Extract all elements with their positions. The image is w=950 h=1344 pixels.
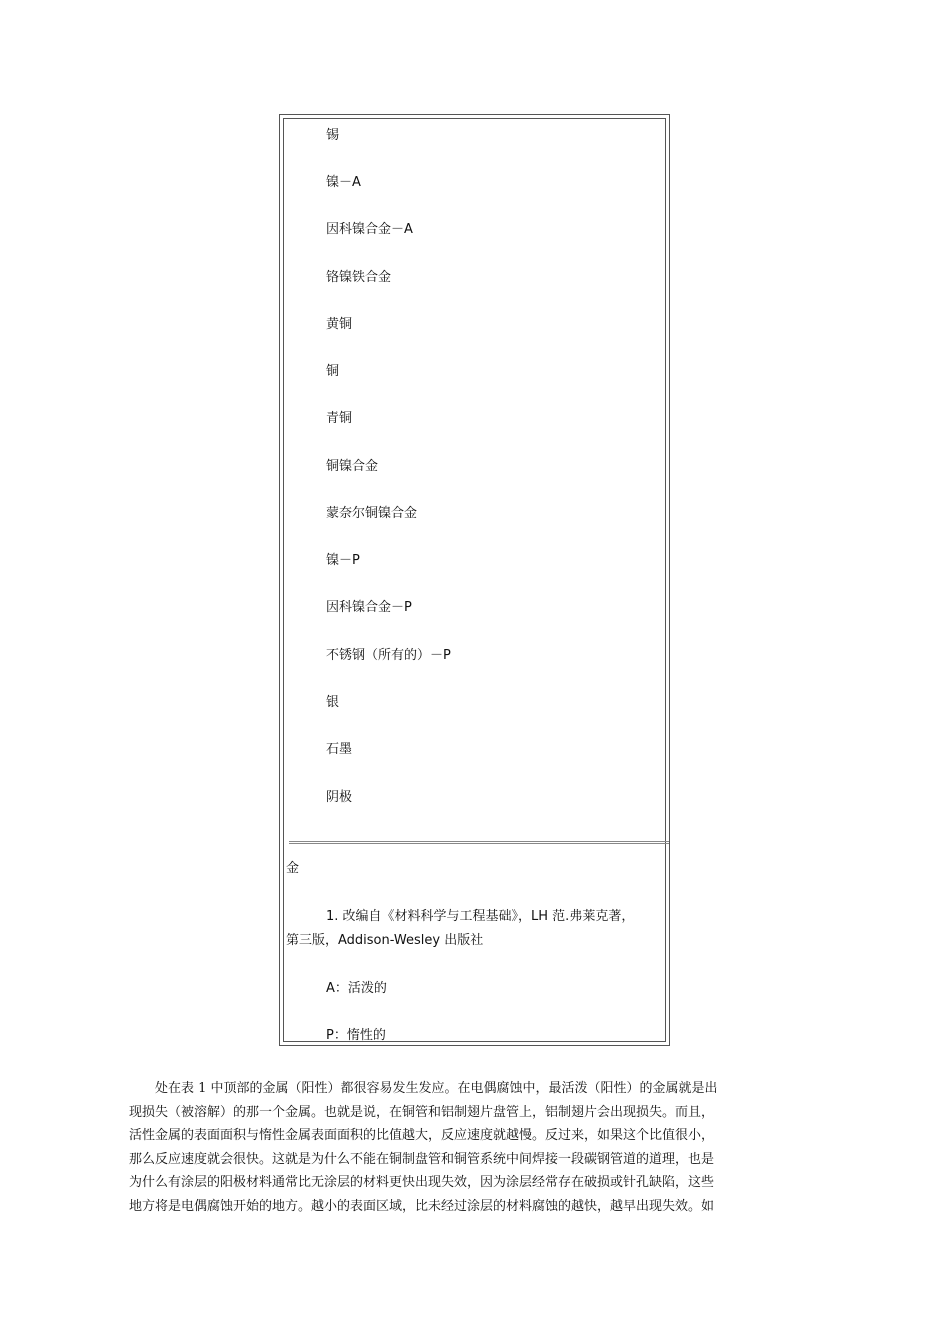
footnote-active: A：活泼的 [326, 981, 387, 996]
metal-item: 镍－A [326, 175, 361, 190]
body-paragraph [129, 1077, 800, 1219]
metal-item: 铜 [326, 364, 340, 379]
metal-item: 因科镍合金－A [326, 222, 413, 237]
metal-item: 阴极 [326, 790, 353, 805]
metal-item: 锡 [326, 128, 340, 143]
paragraph-line: 为什么有涂层的阳极材料通常比无涂层的材料更快出现失效，因为涂层经常存在破损或针孔缺陷，这些 [129, 1175, 715, 1191]
metal-item-gold: 金 [286, 861, 300, 876]
table-inner-border [283, 118, 666, 1042]
footnote-source-line2: 第三版，Addison-Wesley 出版社 [286, 933, 484, 948]
metal-item: 镍－P [326, 553, 360, 568]
paragraph-line: 地方将是电偶腐蚀开始的地方。越小的表面区域，比未经过涂层的材料腐蚀的越快，越早出现失效。如 [129, 1198, 715, 1214]
metal-item: 因科镍合金－P [326, 600, 412, 615]
metal-item: 黄铜 [326, 317, 353, 332]
paragraph-line: 处在表 1 中顶部的金属（阳性）都很容易发生发应。在电偶腐蚀中，最活泼（阳性）的金属就是出 [155, 1081, 718, 1096]
paragraph-line: 那么反应速度就会很快。这就是为什么不能在铜制盘管和铜管系统中间焊接一段碳钢管道的道理，也是 [129, 1151, 715, 1167]
paragraph-line: 活性金属的表面面积与惰性金属表面面积的比值越大，反应速度就越慢。反过来，如果这个比值很小， [129, 1128, 715, 1144]
metal-item: 银 [326, 695, 340, 710]
metal-item: 青铜 [326, 411, 353, 426]
footnote-passive: P：惰性的 [326, 1028, 386, 1043]
metal-item: 铬镍铁合金 [326, 270, 392, 285]
galvanic-series-table [279, 114, 670, 1046]
table-divider [289, 841, 669, 844]
footnote-source-line1: 1. 改编自《材料科学与工程基础》，LH 范.弗莱克著， [326, 909, 635, 924]
metal-item: 蒙奈尔铜镍合金 [326, 506, 418, 521]
metal-item: 铜镍合金 [326, 459, 379, 474]
metal-item: 不锈钢（所有的）－P [326, 648, 451, 663]
metal-item: 石墨 [326, 742, 353, 757]
paragraph-line: 现损失（被溶解）的那一个金属。也就是说，在铜管和铝制翅片盘管上，铝制翅片会出现损失。而且， [129, 1104, 715, 1120]
